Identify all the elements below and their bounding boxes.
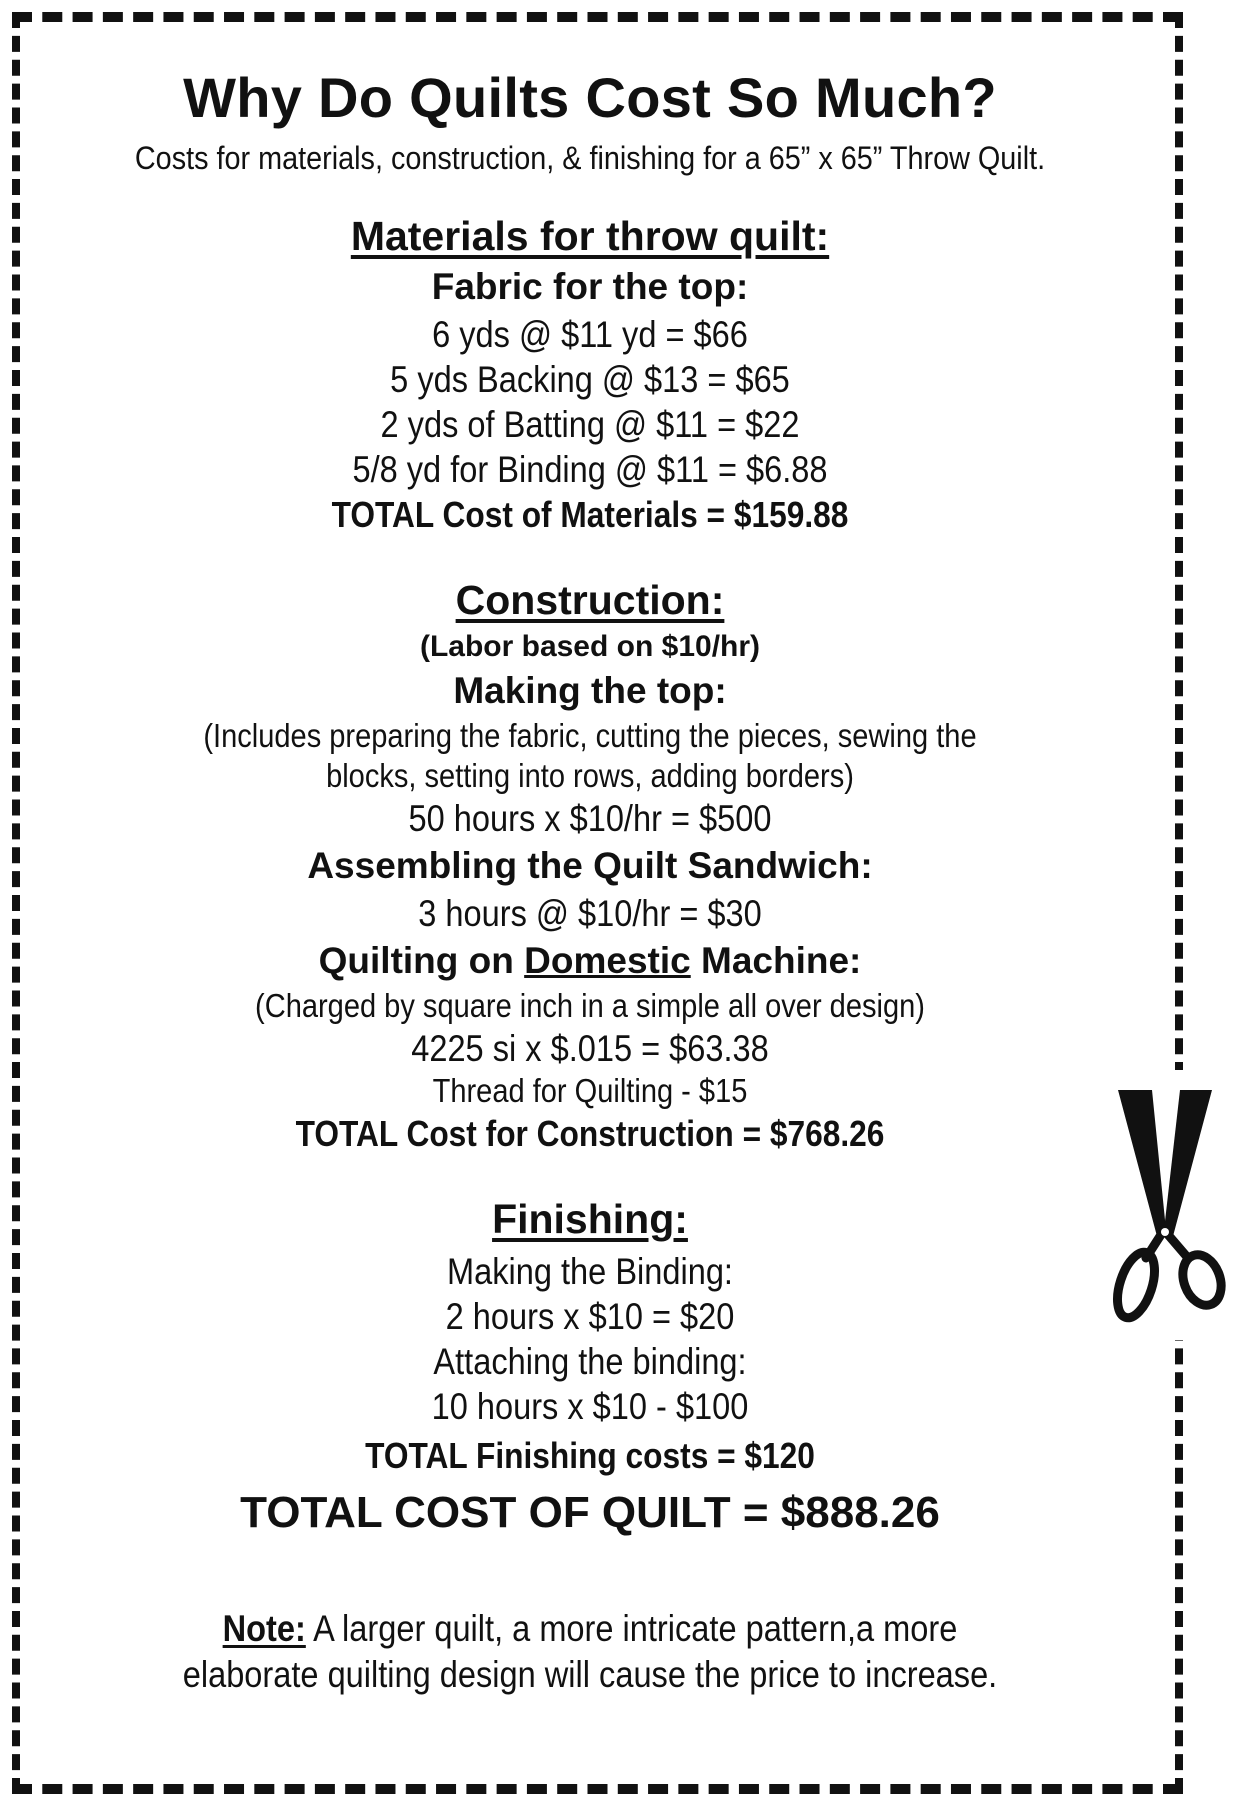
materials-line: 2 yds of Batting @ $11 = $22 bbox=[380, 404, 800, 445]
construction-heading: Construction: bbox=[455, 577, 725, 623]
materials-line: 5 yds Backing @ $13 = $65 bbox=[390, 359, 790, 400]
finishing-line: 2 hours x $10 = $20 bbox=[445, 1296, 735, 1337]
quilting-heading-post: Machine: bbox=[690, 940, 862, 981]
fabric-top-heading: Fabric for the top: bbox=[431, 266, 749, 307]
labor-note: (Labor based on $10/hr) bbox=[419, 630, 761, 663]
quilting-cost: 4225 si x $.015 = $63.38 bbox=[411, 1028, 769, 1069]
sandwich-cost: 3 hours @ $10/hr = $30 bbox=[418, 893, 762, 934]
making-top-description: (Includes preparing the fabric, cutting the pieces, sewing the bbox=[203, 717, 977, 754]
finishing-line: 10 hours x $10 - $100 bbox=[431, 1386, 749, 1427]
making-top-cost: 50 hours x $10/hr = $500 bbox=[408, 798, 772, 839]
finishing-total: TOTAL Finishing costs = $120 bbox=[365, 1435, 815, 1476]
grand-total: TOTAL COST OF QUILT = $888.26 bbox=[240, 1488, 940, 1537]
materials-line: 5/8 yd for Binding @ $11 = $6.88 bbox=[352, 449, 828, 490]
note-paragraph bbox=[124, 1606, 1057, 1698]
quilting-heading-pre: Quilting on bbox=[318, 940, 525, 981]
quilting-heading bbox=[60, 940, 1120, 982]
quilting-description: (Charged by square inch in a simple all over design) bbox=[255, 987, 925, 1024]
materials-line: 6 yds @ $11 yd = $66 bbox=[432, 314, 748, 355]
finishing-line: Attaching the binding: bbox=[433, 1341, 747, 1382]
page-subtitle: Costs for materials, construction, & finishing for a 65” x 65” Throw Quilt. bbox=[134, 140, 1046, 176]
sandwich-heading: Assembling the Quilt Sandwich: bbox=[307, 845, 873, 886]
making-top-description: blocks, setting into rows, adding borders) bbox=[326, 757, 854, 794]
materials-total: TOTAL Cost of Materials = $159.88 bbox=[331, 494, 849, 535]
finishing-line: Making the Binding: bbox=[447, 1251, 733, 1292]
quilting-heading-domestic: Domestic bbox=[524, 940, 691, 981]
thread-cost: Thread for Quilting - $15 bbox=[432, 1072, 748, 1109]
construction-total: TOTAL Cost for Construction = $768.26 bbox=[295, 1113, 885, 1154]
materials-heading: Materials for throw quilt: bbox=[350, 213, 830, 259]
making-top-heading: Making the top: bbox=[453, 670, 727, 711]
finishing-heading: Finishing: bbox=[492, 1196, 688, 1242]
note-text: elaborate quilting design will cause the price to increase. bbox=[182, 1654, 998, 1695]
quilt-cost-flyer bbox=[60, 55, 1120, 1698]
note-text: A larger quilt, a more intricate pattern,a more bbox=[305, 1608, 958, 1649]
page-title: Why Do Quilts Cost So Much? bbox=[183, 66, 997, 129]
note-label: Note: bbox=[222, 1608, 306, 1649]
